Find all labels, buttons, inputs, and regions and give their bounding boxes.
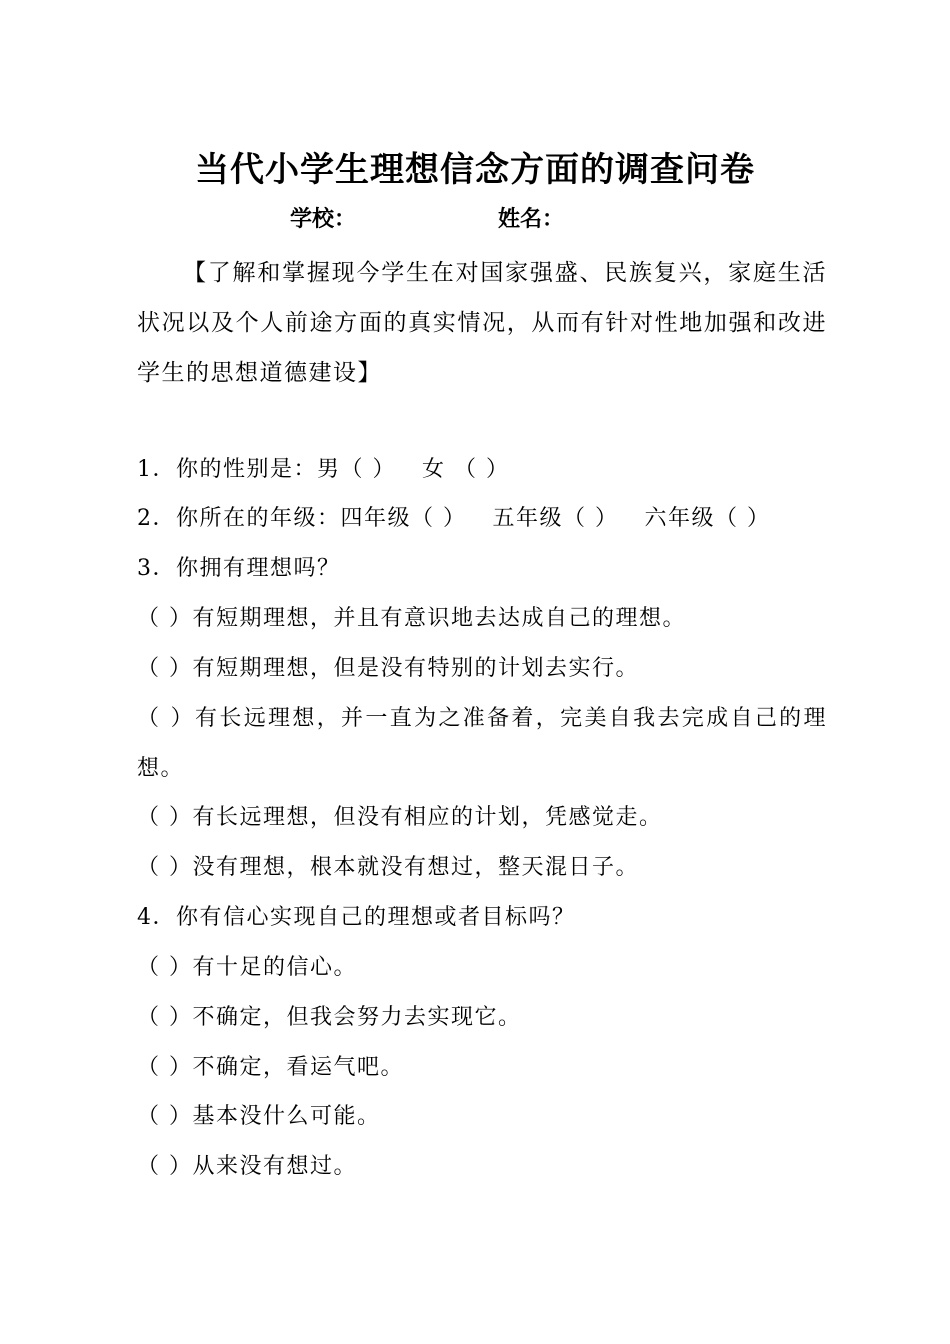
option-grade-4: 四年级（ ）: [340, 506, 467, 531]
page-title: 当代小学生理想信念方面的调查问卷: [195, 150, 755, 190]
question-3-option-1: （ ）有短期理想，并且有意识地去达成自己的理想。: [137, 606, 686, 631]
option-female: 女 （ ）: [422, 457, 510, 482]
question-4-option-4: （ ）基本没什么可能。: [137, 1104, 381, 1129]
option-grade-5: 五年级（ ）: [492, 506, 619, 531]
question-1: [137, 453, 827, 487]
question-4-text: 4．你有信心实现自己的理想或者目标吗？: [137, 905, 576, 930]
question-1-text: 1．你的性别是：: [137, 457, 317, 482]
option-grade-6: 六年级（ ）: [644, 506, 771, 531]
question-4-option-2: （ ）不确定，但我会努力去实现它。: [137, 1005, 522, 1030]
question-3-option-3: （ ）有长远理想，并一直为之准备着，完美自我去完成自己的理想。: [137, 706, 827, 781]
question-3-text: 3．你拥有理想吗？: [137, 556, 341, 581]
question-3-option-2: （ ）有短期理想，但是没有特别的计划去实行。: [137, 656, 639, 681]
name-label: 姓名：: [498, 207, 565, 232]
question-4-option-3: （ ）不确定，看运气吧。: [137, 1055, 404, 1080]
question-3-option-4: （ ）有长远理想，但没有相应的计划，凭感觉走。: [137, 805, 663, 830]
question-2: [137, 502, 827, 536]
question-4-option-1: （ ）有十足的信心。: [137, 955, 357, 980]
question-3-option-5: （ ）没有理想，根本就没有想过，整天混日子。: [137, 855, 639, 880]
school-label: 学校：: [290, 207, 357, 232]
question-4-option-5: （ ）从来没有想过。: [137, 1154, 357, 1179]
intro-paragraph: 【了解和掌握现今学生在对国家强盛、民族复兴，家庭生活状况以及个人前途方面的真实情况，从而有针对性地加强和改进学生的思想道德建设】: [137, 260, 827, 386]
option-male: 男（ ）: [317, 457, 396, 482]
question-2-text: 2．你所在的年级：: [137, 506, 341, 531]
